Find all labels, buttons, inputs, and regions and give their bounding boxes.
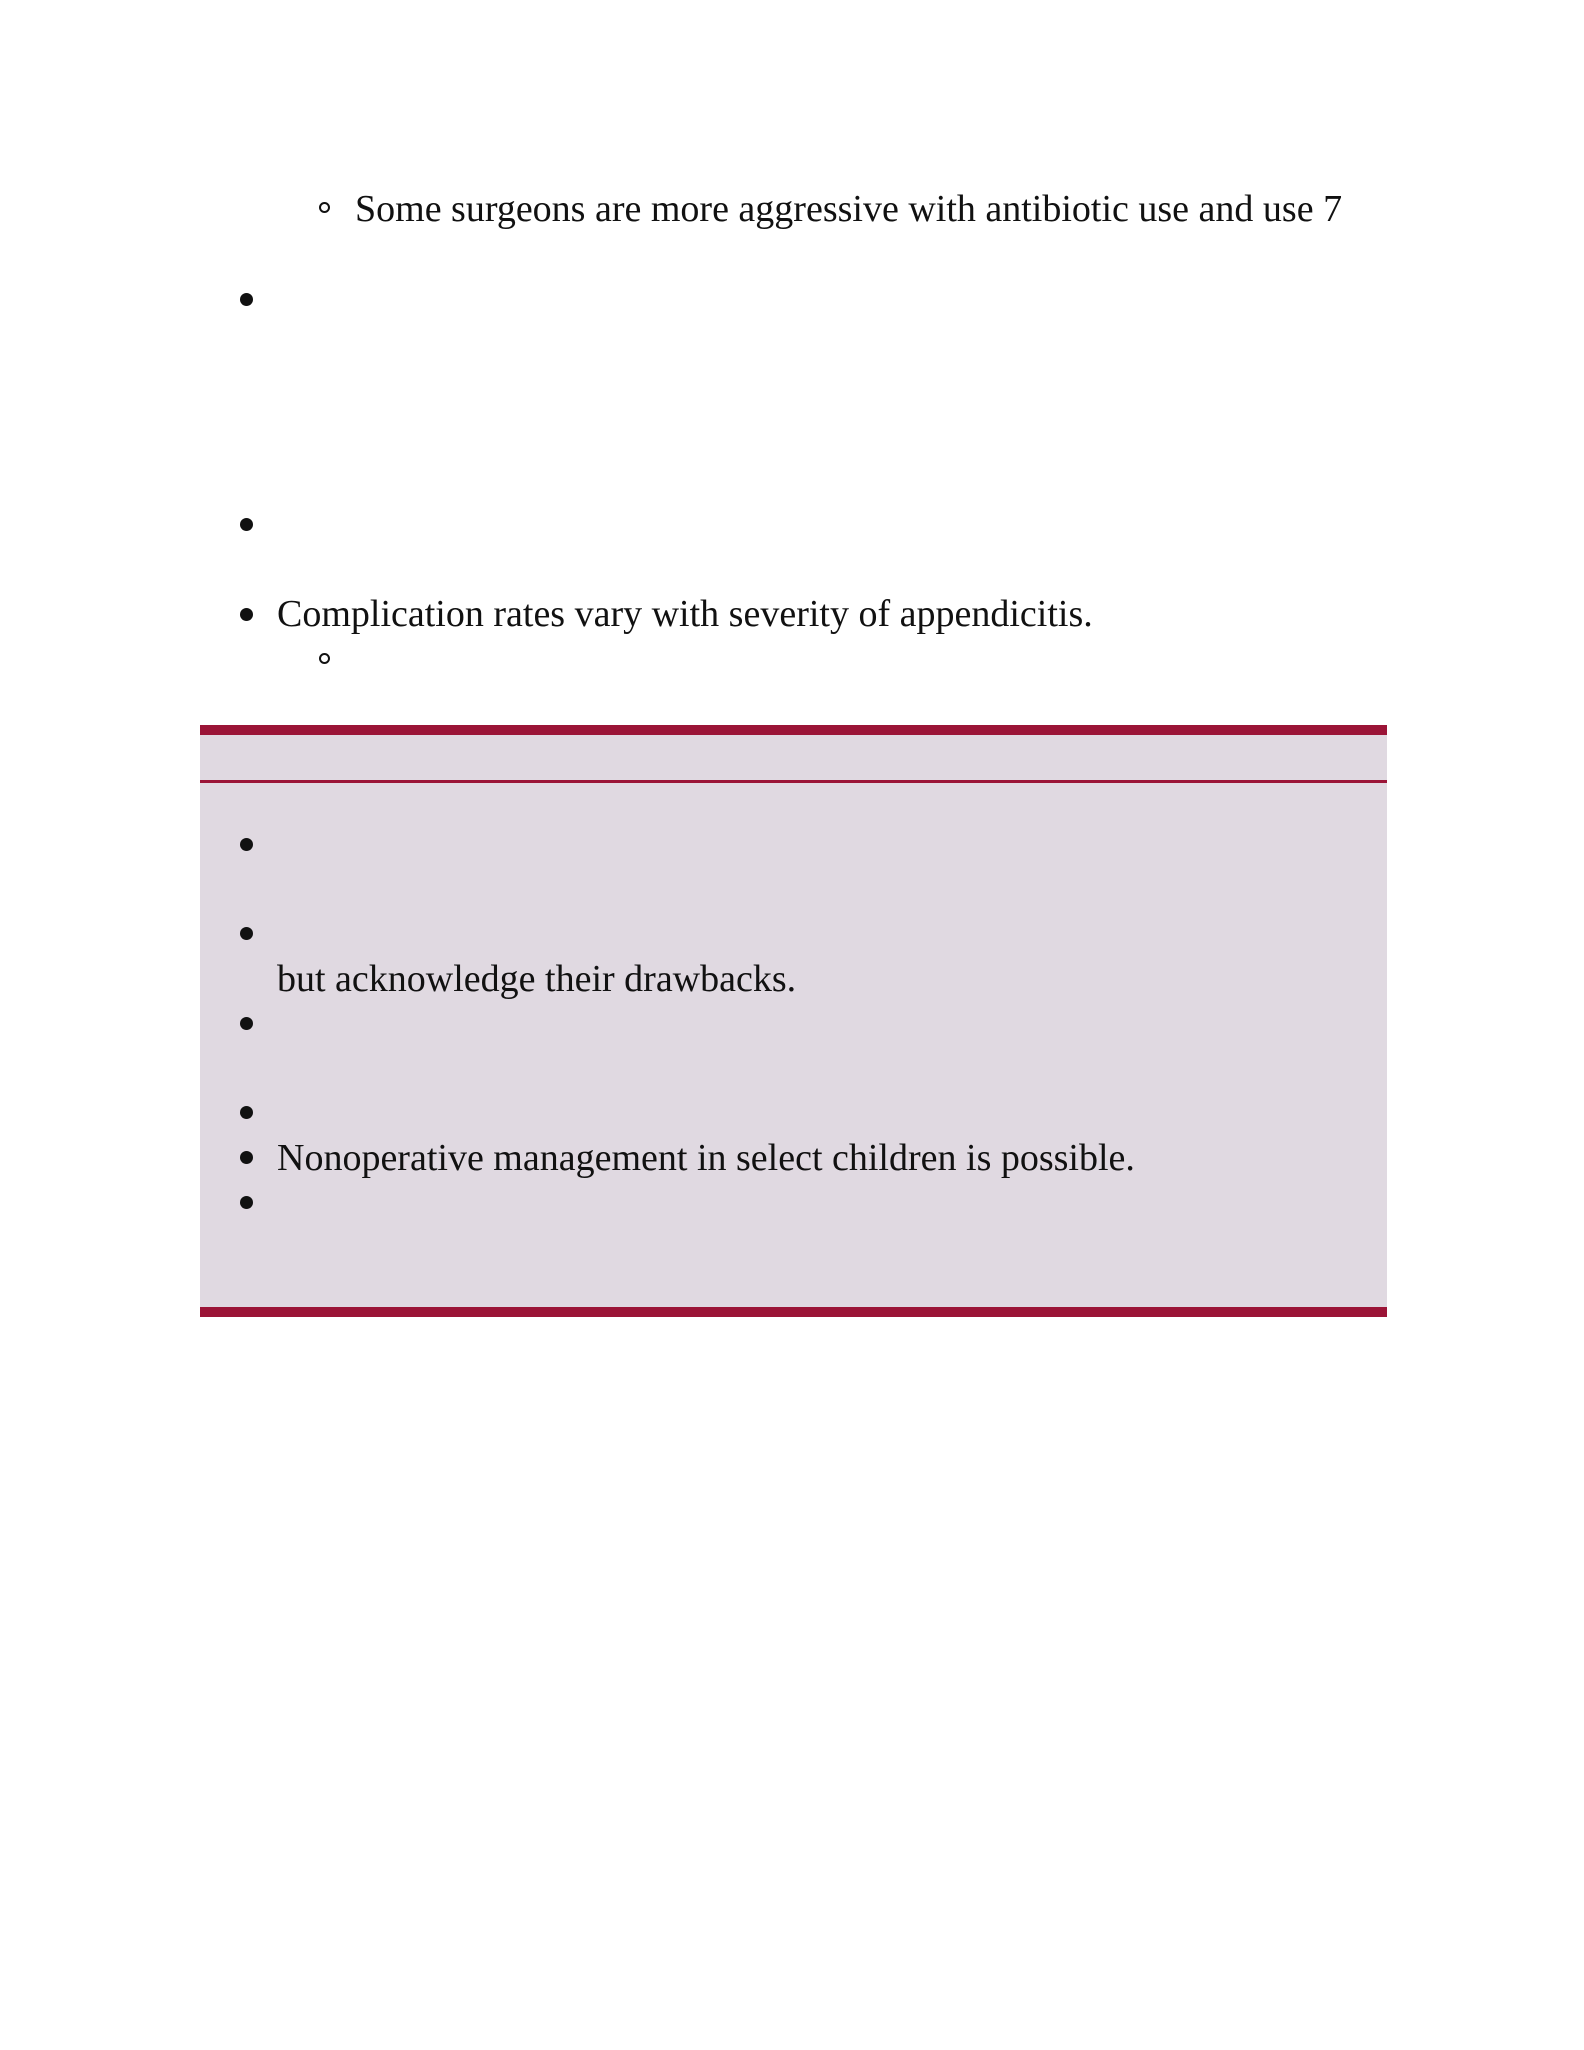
bullet-3 [240, 608, 253, 621]
key-points-box [200, 725, 1387, 1317]
key-bullet-2 [240, 927, 253, 940]
key-bullet-5 [240, 1151, 253, 1164]
key-bullet-6 [240, 1196, 253, 1209]
sub-item-antibiotic-use: Some surgeons are more aggressive with antibiotic use and use 7 [355, 188, 1343, 230]
key-bullet-1 [240, 838, 253, 851]
box-header-rule [200, 780, 1387, 783]
bullet-2 [240, 518, 253, 531]
key-bullet-4 [240, 1106, 253, 1119]
key-item-drawbacks: but acknowledge their drawbacks. [277, 958, 797, 1000]
key-bullet-3 [240, 1017, 253, 1030]
item-complication-rates: Complication rates vary with severity of appendicitis. [277, 593, 1093, 635]
key-item-nonoperative: Nonoperative management in select children is possible. [277, 1137, 1135, 1179]
sub-bullet-1 [319, 202, 330, 213]
bullet-1 [240, 293, 253, 306]
sub-bullet-2 [319, 653, 330, 664]
